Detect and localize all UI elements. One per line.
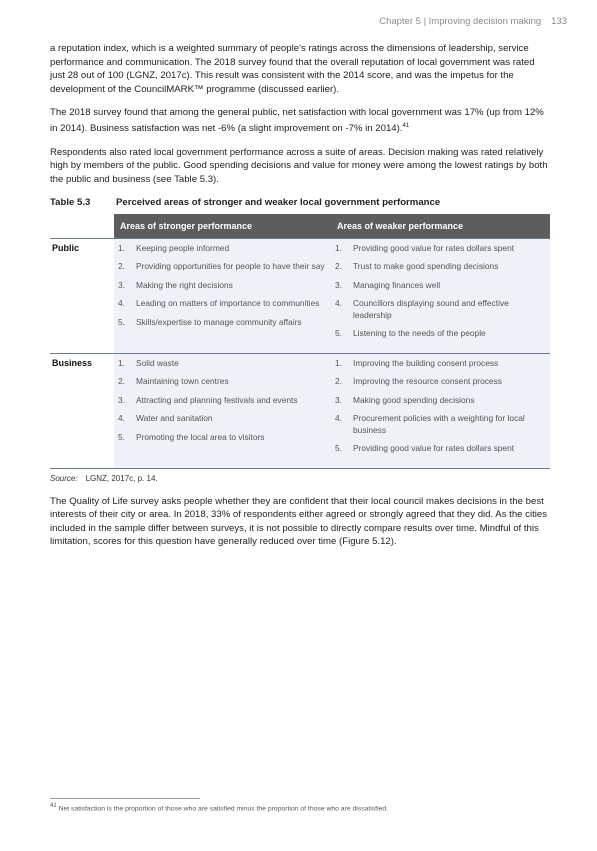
- list-item: 2. Trust to make good spending decisions: [335, 261, 499, 272]
- list-item: 4. Water and sanitation: [118, 413, 213, 424]
- public-weaker-list: [335, 243, 546, 340]
- list-item: 1. Solid waste: [118, 357, 179, 368]
- paragraph-satisfaction: The 2018 survey found that among the general public, net satisfaction with local government was 17% (up from 12% in 2014). Business satisfaction was net -6% (a slight improvement on -7% in 2014).$^{41}$: [50, 107, 544, 135]
- table-title: Perceived areas of stronger and weaker local government performance: [116, 196, 441, 208]
- table-source: [50, 474, 550, 483]
- list-item: 3. Making the right decisions: [118, 279, 233, 290]
- footnote-text: Net satisfaction is the proportion of those who are satisfied minus the proportion of those who are dissatisfied.: [58, 805, 389, 813]
- table-header-row: [50, 214, 550, 239]
- list-item: 4. Councillors displaying sound and effective leadership: [335, 298, 509, 320]
- chapter-title: Chapter 5 | Improving decision making: [379, 16, 542, 27]
- footnote-divider: [50, 798, 200, 799]
- paragraph-ratings: Respondents also rated local government performance across a suite of areas. Decision making was rated relatively high by members of the public. Good spending decisions and value for money were among the lowest ratings by both the public and business (see Table 5.3).: [50, 146, 548, 185]
- row-label-business: Business: [50, 353, 114, 468]
- business-stronger-cell: [114, 353, 331, 468]
- public-weaker-cell: [331, 238, 550, 353]
- table-row-public: [50, 238, 550, 353]
- list-item: 3. Making good spending decisions: [335, 394, 475, 405]
- footnote: [50, 803, 388, 812]
- business-stronger-list: [118, 358, 327, 444]
- table-caption: [50, 197, 550, 208]
- table-row-business: [50, 353, 550, 468]
- list-item: 1. Keeping people informed: [118, 242, 230, 253]
- list-item: 3. Managing finances well: [335, 279, 441, 290]
- performance-table: [50, 214, 550, 469]
- header-stronger: Areas of stronger performance: [114, 214, 331, 239]
- source-text: LGNZ, 2017c, p. 14.: [85, 473, 158, 483]
- table-number: Table 5.3: [50, 196, 91, 208]
- header-blank: [50, 214, 114, 239]
- business-weaker-list: [335, 358, 546, 455]
- footnote-ref: 41: [402, 122, 410, 129]
- list-item: 5. Providing good value for rates dollars spent: [335, 443, 515, 454]
- list-item: 1. Providing good value for rates dollars spent: [335, 242, 515, 253]
- footnote-number: 41: [50, 803, 57, 809]
- public-stronger-list: [118, 243, 327, 329]
- list-item: 5. Listening to the needs of the people: [335, 328, 486, 339]
- list-item: 4. Procurement policies with a weighting for local business: [335, 413, 525, 435]
- list-item: 4. Leading on matters of importance to communities: [118, 298, 320, 309]
- running-header: [379, 16, 567, 27]
- row-label-public: Public: [50, 238, 114, 353]
- paragraph-quality-of-life: The Quality of Life survey asks people whether they are confident that their local council makes decisions in the best interests of their city or area. In 2018, 33% of respondents either agreed or strongly agreed that they did. As the cities included in the sample differ between surveys, it is not possible to directly compare results over time. Mindful of this limitation, scores for this question have generally reduced over time (Figure 5.12).: [50, 495, 548, 548]
- source-label: Source:: [50, 473, 78, 483]
- list-item: 5. Skills/expertise to manage community affairs: [118, 316, 302, 327]
- list-item: 1. Improving the building consent process: [335, 357, 499, 368]
- list-item: 2. Providing opportunities for people to have their say: [118, 261, 325, 272]
- list-item: 2. Maintaining town centres: [118, 376, 229, 387]
- business-weaker-cell: [331, 353, 550, 468]
- list-item: 3. Attracting and planning festivals and events: [118, 394, 298, 405]
- page-content: [50, 42, 550, 559]
- page-number: 133: [551, 16, 567, 27]
- public-stronger-cell: [114, 238, 331, 353]
- list-item: 2. Improving the resource consent process: [335, 376, 502, 387]
- header-weaker: Areas of weaker performance: [331, 214, 550, 239]
- list-item: 5. Promoting the local area to visitors: [118, 431, 265, 442]
- paragraph-reputation: a reputation index, which is a weighted summary of people’s ratings across the dimensions of leadership, service performance and communication. The 2018 survey found that the overall reputation of local government was rated just 28 out of 100 (LGNZ, 2017c). This result was consistent with the 2014 score, and was the impetus for the development of the CouncilMARK™ programme (discussed earlier).: [50, 43, 535, 95]
